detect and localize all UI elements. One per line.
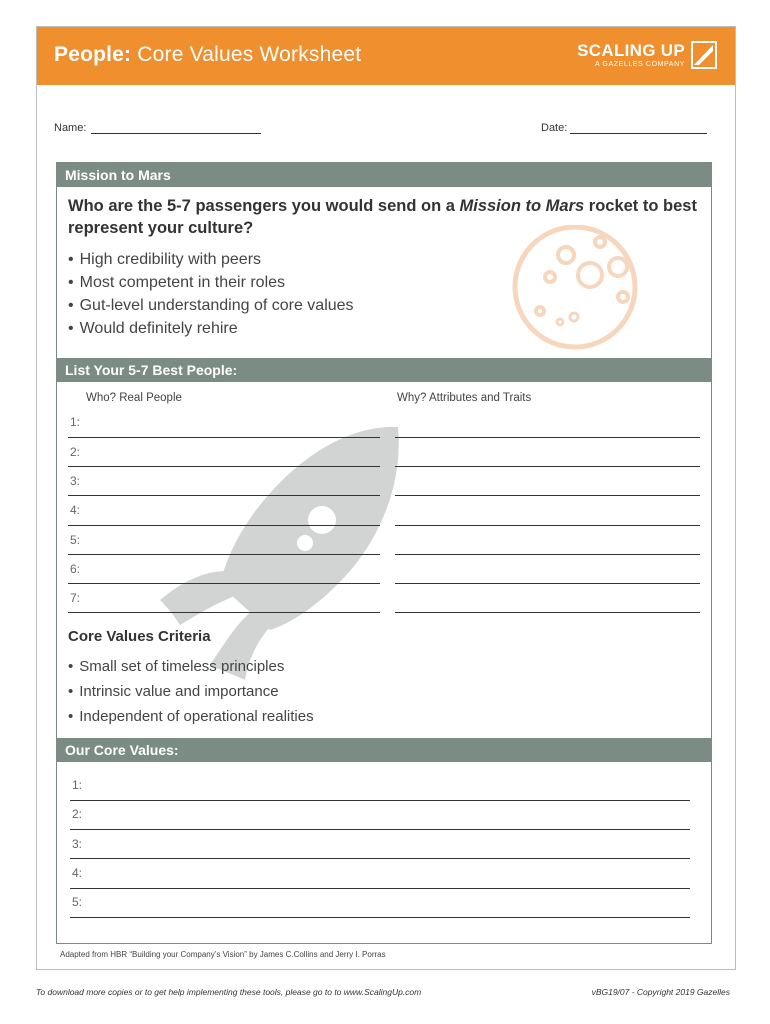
people-bar: List Your 5-7 Best People: — [57, 358, 711, 382]
why-column-header: Why? Attributes and Traits — [397, 392, 532, 404]
core-value-line-1[interactable] — [70, 800, 690, 801]
row-number: 1: — [70, 415, 81, 429]
core-value-line-4[interactable] — [70, 888, 690, 889]
core-value-line-2[interactable] — [70, 829, 690, 830]
mission-bar: Mission to Mars — [57, 163, 711, 187]
row-number: 3: — [70, 474, 81, 488]
row-number: 6: — [70, 562, 81, 576]
who-line-2[interactable] — [68, 466, 380, 467]
core-value-line-3[interactable] — [70, 858, 690, 859]
who-line-6[interactable] — [68, 583, 380, 584]
footer-copyright: vBG19/07 - Copyright 2019 Gazelles — [591, 987, 730, 997]
row-number: 5: — [72, 895, 83, 909]
title-bold: People: — [54, 43, 132, 66]
why-line-1[interactable] — [395, 437, 700, 438]
core-value-line-5[interactable] — [70, 917, 690, 918]
row-number: 1: — [72, 778, 83, 792]
row-number: 4: — [70, 503, 81, 517]
source-footnote: Adapted from HBR “Building your Company’s Vision” by James C.Collins and Jerry I. Porras — [60, 950, 386, 959]
date-label: Date: — [541, 122, 568, 134]
name-field[interactable] — [91, 133, 261, 134]
footer-download-note: To download more copies or to get help implementing these tools, please go to to www.ScalingUp.com — [36, 987, 422, 997]
why-line-4[interactable] — [395, 525, 700, 526]
date-field[interactable] — [570, 133, 707, 134]
passenger-criteria-list — [68, 248, 354, 340]
list-item: • Small set of timeless principles — [68, 654, 314, 679]
question-emphasis: Mission to Mars — [459, 197, 585, 215]
who-line-7[interactable] — [68, 612, 380, 613]
core-values-bar: Our Core Values: — [57, 738, 711, 762]
row-number: 7: — [70, 591, 81, 605]
who-line-5[interactable] — [68, 554, 380, 555]
who-line-1[interactable] — [68, 437, 380, 438]
mission-question — [68, 195, 698, 239]
row-number: 3: — [72, 837, 83, 851]
row-number: 2: — [70, 445, 81, 459]
logo-mark-icon — [691, 41, 717, 69]
logo-wordmark: SCALING UP — [577, 41, 685, 60]
scaling-up-logo — [567, 41, 717, 73]
logo-tagline: A GAZELLES COMPANY — [594, 61, 685, 68]
who-line-4[interactable] — [68, 525, 380, 526]
core-values-section — [56, 738, 712, 944]
list-item: • Independent of operational realities — [68, 704, 314, 729]
who-column-header: Who? Real People — [86, 392, 182, 404]
title-rest: Core Values Worksheet — [131, 43, 362, 66]
list-item: • High credibility with peers — [68, 248, 354, 271]
question-start: Who are the 5-7 passengers you would send on a — [68, 197, 460, 215]
row-number: 4: — [72, 866, 83, 880]
why-line-2[interactable] — [395, 466, 700, 467]
list-item: • Intrinsic value and importance — [68, 679, 314, 704]
list-item: • Gut-level understanding of core values — [68, 294, 354, 317]
why-line-6[interactable] — [395, 583, 700, 584]
page-header — [37, 27, 735, 85]
core-values-criteria-heading: Core Values Criteria — [68, 628, 211, 645]
row-number: 2: — [72, 807, 83, 821]
why-line-3[interactable] — [395, 495, 700, 496]
question-end: rocket to best represent your culture? — [68, 197, 697, 237]
criteria-list — [68, 654, 314, 729]
list-item: • Would definitely rehire — [68, 317, 354, 340]
page-title — [54, 43, 361, 67]
why-line-7[interactable] — [395, 612, 700, 613]
list-item: • Most competent in their roles — [68, 271, 354, 294]
why-line-5[interactable] — [395, 554, 700, 555]
who-line-3[interactable] — [68, 495, 380, 496]
row-number: 5: — [70, 533, 81, 547]
name-label: Name: — [54, 122, 87, 134]
planet-icon — [510, 225, 640, 355]
